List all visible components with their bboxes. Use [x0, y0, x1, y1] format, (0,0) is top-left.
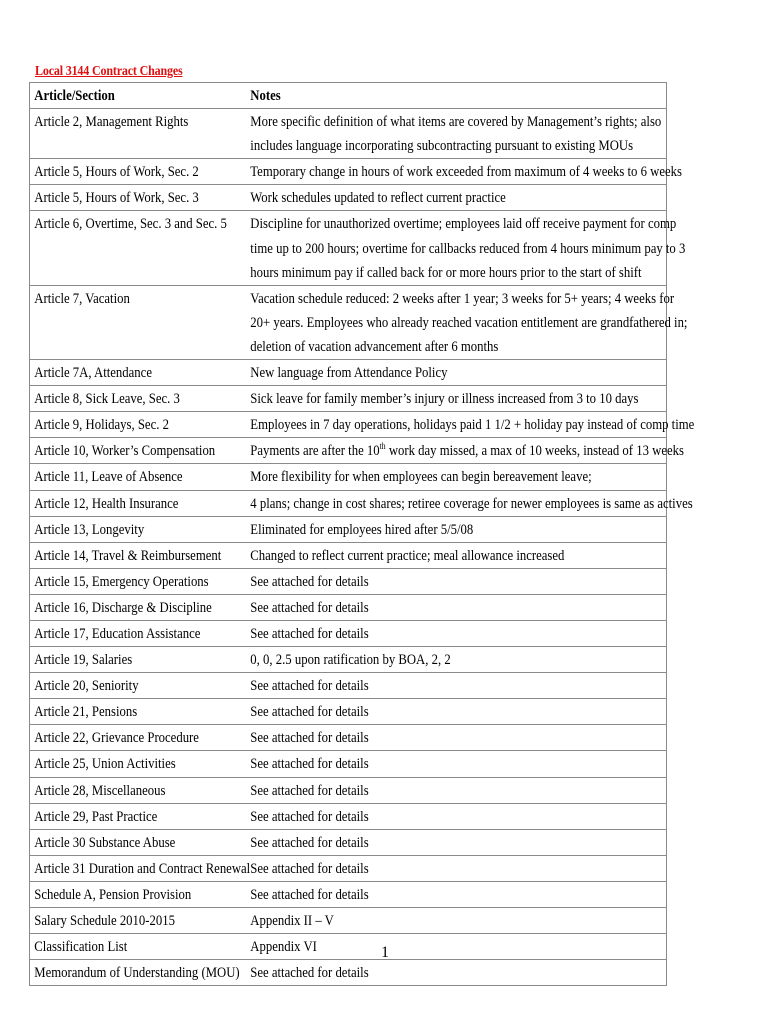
notes-cell: [246, 751, 667, 777]
notes-cell: [246, 620, 667, 646]
article-cell: Article 5, Hours of Work, Sec. 3: [30, 185, 246, 211]
table-row: [30, 594, 667, 620]
article-cell: Article 7A, Attendance: [30, 360, 246, 386]
header-notes: Notes: [246, 83, 667, 109]
article-cell: Article 31 Duration and Contract Renewal: [30, 855, 246, 881]
article-cell: Article 6, Overtime, Sec. 3 and Sec. 5: [30, 211, 246, 285]
table-body: [30, 109, 694, 986]
table-row: [30, 881, 667, 907]
article-cell: Article 21, Pensions: [30, 699, 246, 725]
notes-line: Temporary change in hours of work exceeded from maximum of 4 weeks to 6 weeks: [249, 164, 682, 181]
table-row: [30, 803, 667, 829]
table-row: [30, 855, 667, 881]
table-row: [30, 908, 667, 934]
notes-line: hours minimum pay if called back for or more hours prior to the start of shift: [249, 264, 642, 281]
table-row: [30, 568, 667, 594]
notes-line: See attached for details: [249, 678, 369, 695]
notes-line: Payments are after the 10th work day missed, a max of 10 weeks, instead of 13 weeks: [249, 441, 684, 460]
notes-cell: [246, 516, 667, 542]
table-row: [30, 960, 667, 986]
notes-line: See attached for details: [249, 625, 369, 642]
notes-line: See attached for details: [249, 599, 369, 616]
notes-line: time up to 200 hours; overtime for callbacks reduced from 4 hours minimum pay to 3: [249, 240, 685, 257]
notes-cell: [246, 568, 667, 594]
notes-cell: [246, 829, 667, 855]
article-cell: Classification List: [30, 934, 246, 960]
notes-cell: [246, 673, 667, 699]
notes-line: includes language incorporating subcontracting pursuant to existing MOUs: [249, 138, 633, 155]
article-cell: Memorandum of Understanding (MOU): [30, 960, 246, 986]
article-cell: Article 14, Travel & Reimbursement: [30, 542, 246, 568]
article-cell: Article 25, Union Activities: [30, 751, 246, 777]
notes-line: 4 plans; change in cost shares; retiree coverage for newer employees is same as actives: [249, 495, 693, 512]
notes-line: Discipline for unauthorized overtime; employees laid off receive payment for comp: [249, 216, 676, 233]
table-row: [30, 647, 667, 673]
notes-cell: [246, 881, 667, 907]
notes-cell: [246, 438, 684, 464]
article-cell: Article 12, Health Insurance: [30, 490, 246, 516]
notes-cell: [246, 412, 694, 438]
notes-line: deletion of vacation advancement after 6 months: [249, 338, 498, 355]
notes-cell: [246, 159, 682, 185]
notes-line: See attached for details: [249, 782, 369, 799]
table-row: [30, 725, 667, 751]
notes-line: More specific definition of what items are covered by Management’s rights; also: [249, 114, 661, 131]
table-row: [30, 620, 667, 646]
table-row: [30, 412, 667, 438]
table-row: [30, 185, 667, 211]
notes-line: See attached for details: [249, 886, 369, 903]
notes-line: See attached for details: [249, 730, 369, 747]
table-row: [30, 360, 667, 386]
notes-cell: [246, 285, 687, 359]
article-cell: Article 15, Emergency Operations: [30, 568, 246, 594]
article-cell: Article 9, Holidays, Sec. 2: [30, 412, 246, 438]
notes-cell: [246, 594, 667, 620]
notes-cell: [246, 211, 685, 285]
table-row: [30, 490, 667, 516]
notes-line: Vacation schedule reduced: 2 weeks after 1 year; 3 weeks for 5+ years; 4 weeks for: [249, 290, 674, 307]
notes-cell: [246, 908, 667, 934]
article-cell: Article 10, Worker’s Compensation: [30, 438, 246, 464]
notes-cell: [246, 109, 667, 159]
article-cell: Article 28, Miscellaneous: [30, 777, 246, 803]
table-row: [30, 464, 667, 490]
table-row: [30, 542, 667, 568]
notes-line: See attached for details: [249, 704, 369, 721]
table-row: [30, 777, 667, 803]
notes-line: Appendix VI: [249, 939, 317, 956]
notes-line: 0, 0, 2.5 upon ratification by BOA, 2, 2: [249, 652, 451, 669]
notes-cell: [246, 960, 667, 986]
article-cell: Article 16, Discharge & Discipline: [30, 594, 246, 620]
table-row: [30, 699, 667, 725]
article-cell: Article 22, Grievance Procedure: [30, 725, 246, 751]
notes-line: Sick leave for family member’s injury or illness increased from 3 to 10 days: [249, 391, 638, 408]
notes-line: Eliminated for employees hired after 5/5/08: [249, 521, 473, 538]
article-cell: Article 7, Vacation: [30, 285, 246, 359]
notes-line: See attached for details: [249, 808, 369, 825]
table-row: [30, 211, 667, 285]
table-row: [30, 673, 667, 699]
table-row: [30, 109, 667, 159]
table-row: [30, 386, 667, 412]
notes-cell: [246, 464, 667, 490]
article-cell: Schedule A, Pension Provision: [30, 881, 246, 907]
article-cell: Article 19, Salaries: [30, 647, 246, 673]
article-cell: Salary Schedule 2010-2015: [30, 908, 246, 934]
article-cell: Article 8, Sick Leave, Sec. 3: [30, 386, 246, 412]
table-row: [30, 829, 667, 855]
notes-line: 20+ years. Employees who already reached vacation entitlement are grandfathered in;: [249, 314, 687, 331]
notes-cell: [246, 777, 667, 803]
document-title: Local 3144 Contract Changes: [35, 64, 183, 79]
notes-cell: [246, 699, 667, 725]
article-cell: Article 17, Education Assistance: [30, 620, 246, 646]
table-row: [30, 159, 667, 185]
article-cell: Article 5, Hours of Work, Sec. 2: [30, 159, 246, 185]
notes-cell: [246, 386, 667, 412]
notes-line: Changed to reflect current practice; meal allowance increased: [249, 547, 564, 564]
notes-line: Employees in 7 day operations, holidays paid 1 1/2 + holiday pay instead of comp time: [249, 417, 694, 434]
notes-line: Appendix II – V: [249, 913, 334, 929]
notes-cell: [246, 803, 667, 829]
notes-line: Work schedules updated to reflect current practice: [249, 190, 506, 207]
notes-cell: [246, 725, 667, 751]
table-row: [30, 438, 667, 464]
notes-line: New language from Attendance Policy: [249, 365, 447, 382]
notes-line: More flexibility for when employees can begin bereavement leave;: [249, 469, 592, 486]
page-number: 1: [381, 944, 389, 961]
table-row: [30, 285, 667, 359]
header-article-section: Article/Section: [30, 83, 246, 109]
notes-line: See attached for details: [249, 573, 369, 590]
notes-line: See attached for details: [249, 834, 369, 851]
notes-cell: [246, 185, 667, 211]
notes-line: See attached for details: [249, 756, 369, 773]
table-row: [30, 516, 667, 542]
contract-changes-table: [29, 82, 694, 986]
notes-cell: [246, 360, 667, 386]
article-cell: Article 30 Substance Abuse: [30, 829, 246, 855]
notes-cell: [246, 542, 667, 568]
table-row: [30, 751, 667, 777]
article-cell: Article 29, Past Practice: [30, 803, 246, 829]
notes-line: See attached for details: [249, 965, 369, 982]
article-cell: Article 11, Leave of Absence: [30, 464, 246, 490]
article-cell: Article 20, Seniority: [30, 673, 246, 699]
notes-cell: [246, 855, 667, 881]
article-cell: Article 13, Longevity: [30, 516, 246, 542]
notes-cell: [246, 490, 693, 516]
notes-cell: [246, 647, 667, 673]
notes-line: See attached for details: [249, 860, 369, 877]
article-cell: Article 2, Management Rights: [30, 109, 246, 159]
table-header-row: [30, 83, 667, 109]
